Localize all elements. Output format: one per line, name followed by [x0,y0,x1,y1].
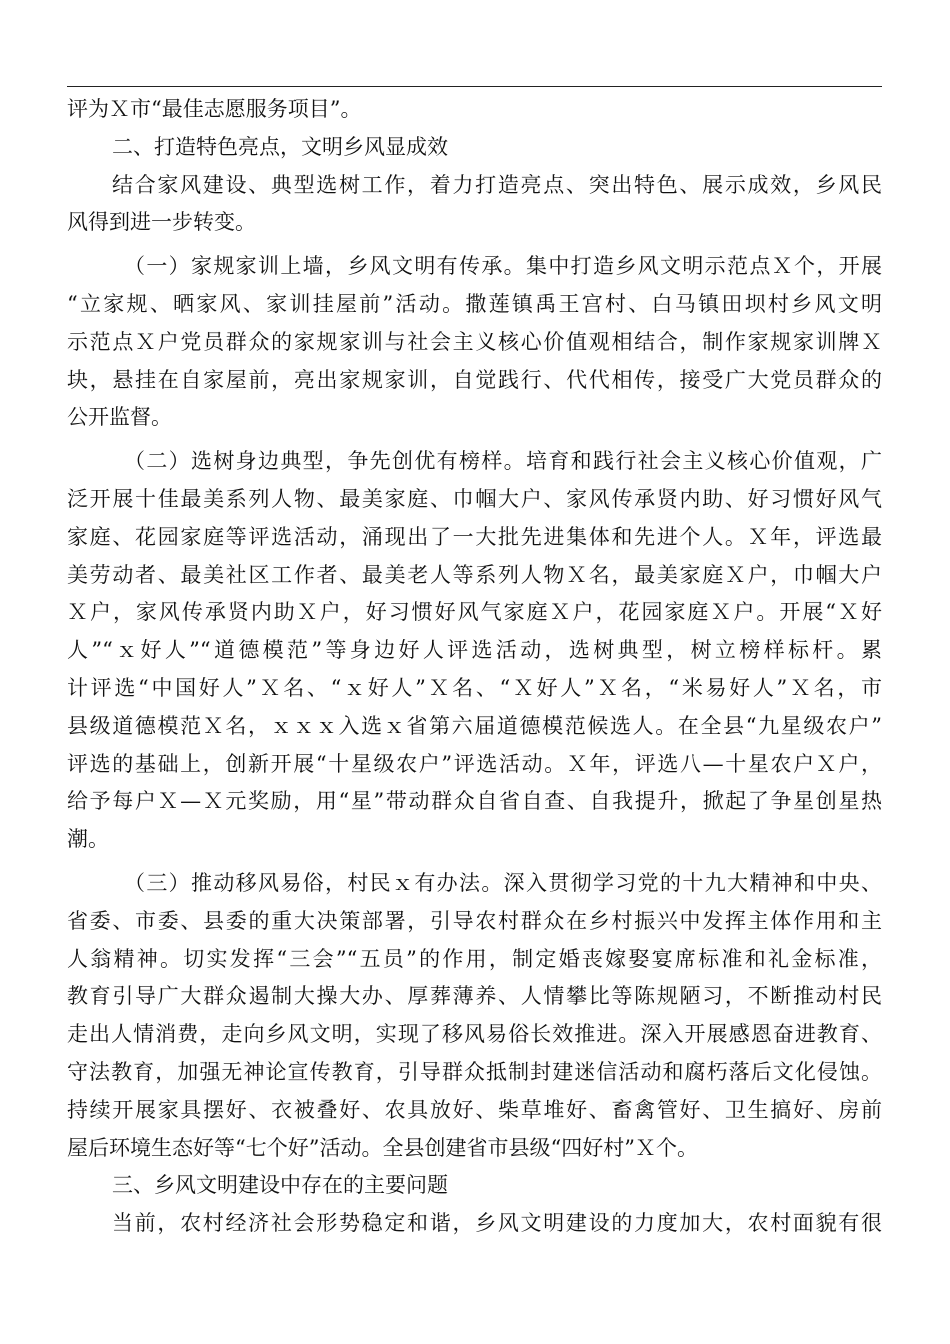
text-line: Ｘ户，家风传承贤内助Ｘ户，好习惯好风气家庭Ｘ户，花园家庭Ｘ户。开展“Ｘ好 [67,600,882,625]
text-line: （一）家规家训上墙，乡风文明有传承。集中打造乡风文明示范点Ｘ个，开展 [124,254,882,279]
heading-text: 三、乡风文明建设中存在的主要问题 [112,1173,448,1198]
text-line: 教育引导广大群众遏制大操大办、厚葬薄养、人情攀比等陈规陋习，不断推动村民 [67,984,882,1009]
section-heading-2 [67,129,882,167]
text-line: 公开监督。 [67,405,172,430]
text-line: 人”“ｘ好人”“道德模范”等身边好人评选活动，选树典型，树立榜样标杆。累 [67,638,882,663]
paragraph-family-rules [67,248,882,437]
text-line: “立家规、晒家风、家训挂屋前”活动。撒莲镇禹王宫村、白马镇田坝村乡风文明 [67,291,882,316]
text-line: 屋后环境生态好等“七个好”活动。全县创建省市县级“四好村”Ｘ个。 [67,1135,698,1160]
text-line: 块，悬挂在自家屋前，亮出家规家训，自觉践行、代代相传，接受广大党员群众的 [67,367,882,392]
text-line: （三）推动移风易俗，村民ｘ有办法。深入贯彻学习党的十九大精神和中央、 [124,870,882,895]
text-line: 人翁精神。切实发挥“三会”“五员”的作用，制定婚丧嫁娶宴席标准和礼金标准， [67,946,882,971]
text-line: 计评选“中国好人”Ｘ名、“ｘ好人”Ｘ名、“Ｘ好人”Ｘ名，“米易好人”Ｘ名，市 [67,675,882,700]
header-rule [67,86,882,87]
text-line: 家庭、花园家庭等评选活动，涌现出了一大批先进集体和先进个人。Ｘ年，评选最 [67,524,882,549]
paragraph-current-state [67,1205,882,1243]
section-heading-3 [67,1167,882,1205]
document-body [67,91,882,1243]
text-line: 美劳动者、最美社区工作者、最美老人等系列人物Ｘ名，最美家庭Ｘ户，巾帼大户 [67,562,882,587]
text-line: 示范点Ｘ户党员群众的家规家训与社会主义核心价值观相结合，制作家规家训牌Ｘ [67,329,882,354]
text-line: 走出人情消费，走向乡风文明，实现了移风易俗长效推进。深入开展感恩奋进教育、 [67,1022,882,1047]
text-line: 给予每户Ｘ—Ｘ元奖励，用“星”带动群众自省自查、自我提升，掀起了争星创星热 [67,789,882,814]
paragraph-role-models [67,443,882,859]
text-line: 县级道德模范Ｘ名，ｘｘｘ入选ｘ省第六届道德模范候选人。在全县“九星级农户” [67,713,882,738]
text-line: 当前，农村经济社会形势稳定和谐，乡风文明建设的力度加大，农村面貌有很 [112,1211,882,1236]
text-line: 评选的基础上，创新开展“十星级农户”评选活动。Ｘ年，评选八—十星农户Ｘ户， [67,751,882,776]
text-line: （二）选树身边典型，争先创优有榜样。培育和践行社会主义核心价值观，广 [124,449,882,474]
paragraph-intro [67,167,882,243]
text-line: 结合家风建设、典型选树工作，着力打造亮点、突出特色、展示成效，乡风民 [112,172,882,197]
text-line: 持续开展家具摆好、衣被叠好、农具放好、柴草堆好、畜禽管好、卫生搞好、房前 [67,1097,882,1122]
text-line: 守法教育，加强无神论宣传教育，引导群众抵制封建迷信活动和腐朽落后文化侵蚀。 [67,1059,882,1084]
text-line: 省委、市委、县委的重大决策部署，引导农村群众在乡村振兴中发挥主体作用和主 [67,908,882,933]
heading-text: 二、打造特色亮点，文明乡风显成效 [112,134,448,159]
paragraph-continuation [67,91,882,129]
paragraph-customs-reform [67,865,882,1167]
text-line: 潮。 [67,827,109,852]
text-line: 风得到进一步转变。 [67,210,256,235]
text-line: 泛开展十佳最美系列人物、最美家庭、巾帼大户、家风传承贤内助、好习惯好风气 [67,486,882,511]
text-line: 评为Ｘ市“最佳志愿服务项目”。 [67,97,362,121]
